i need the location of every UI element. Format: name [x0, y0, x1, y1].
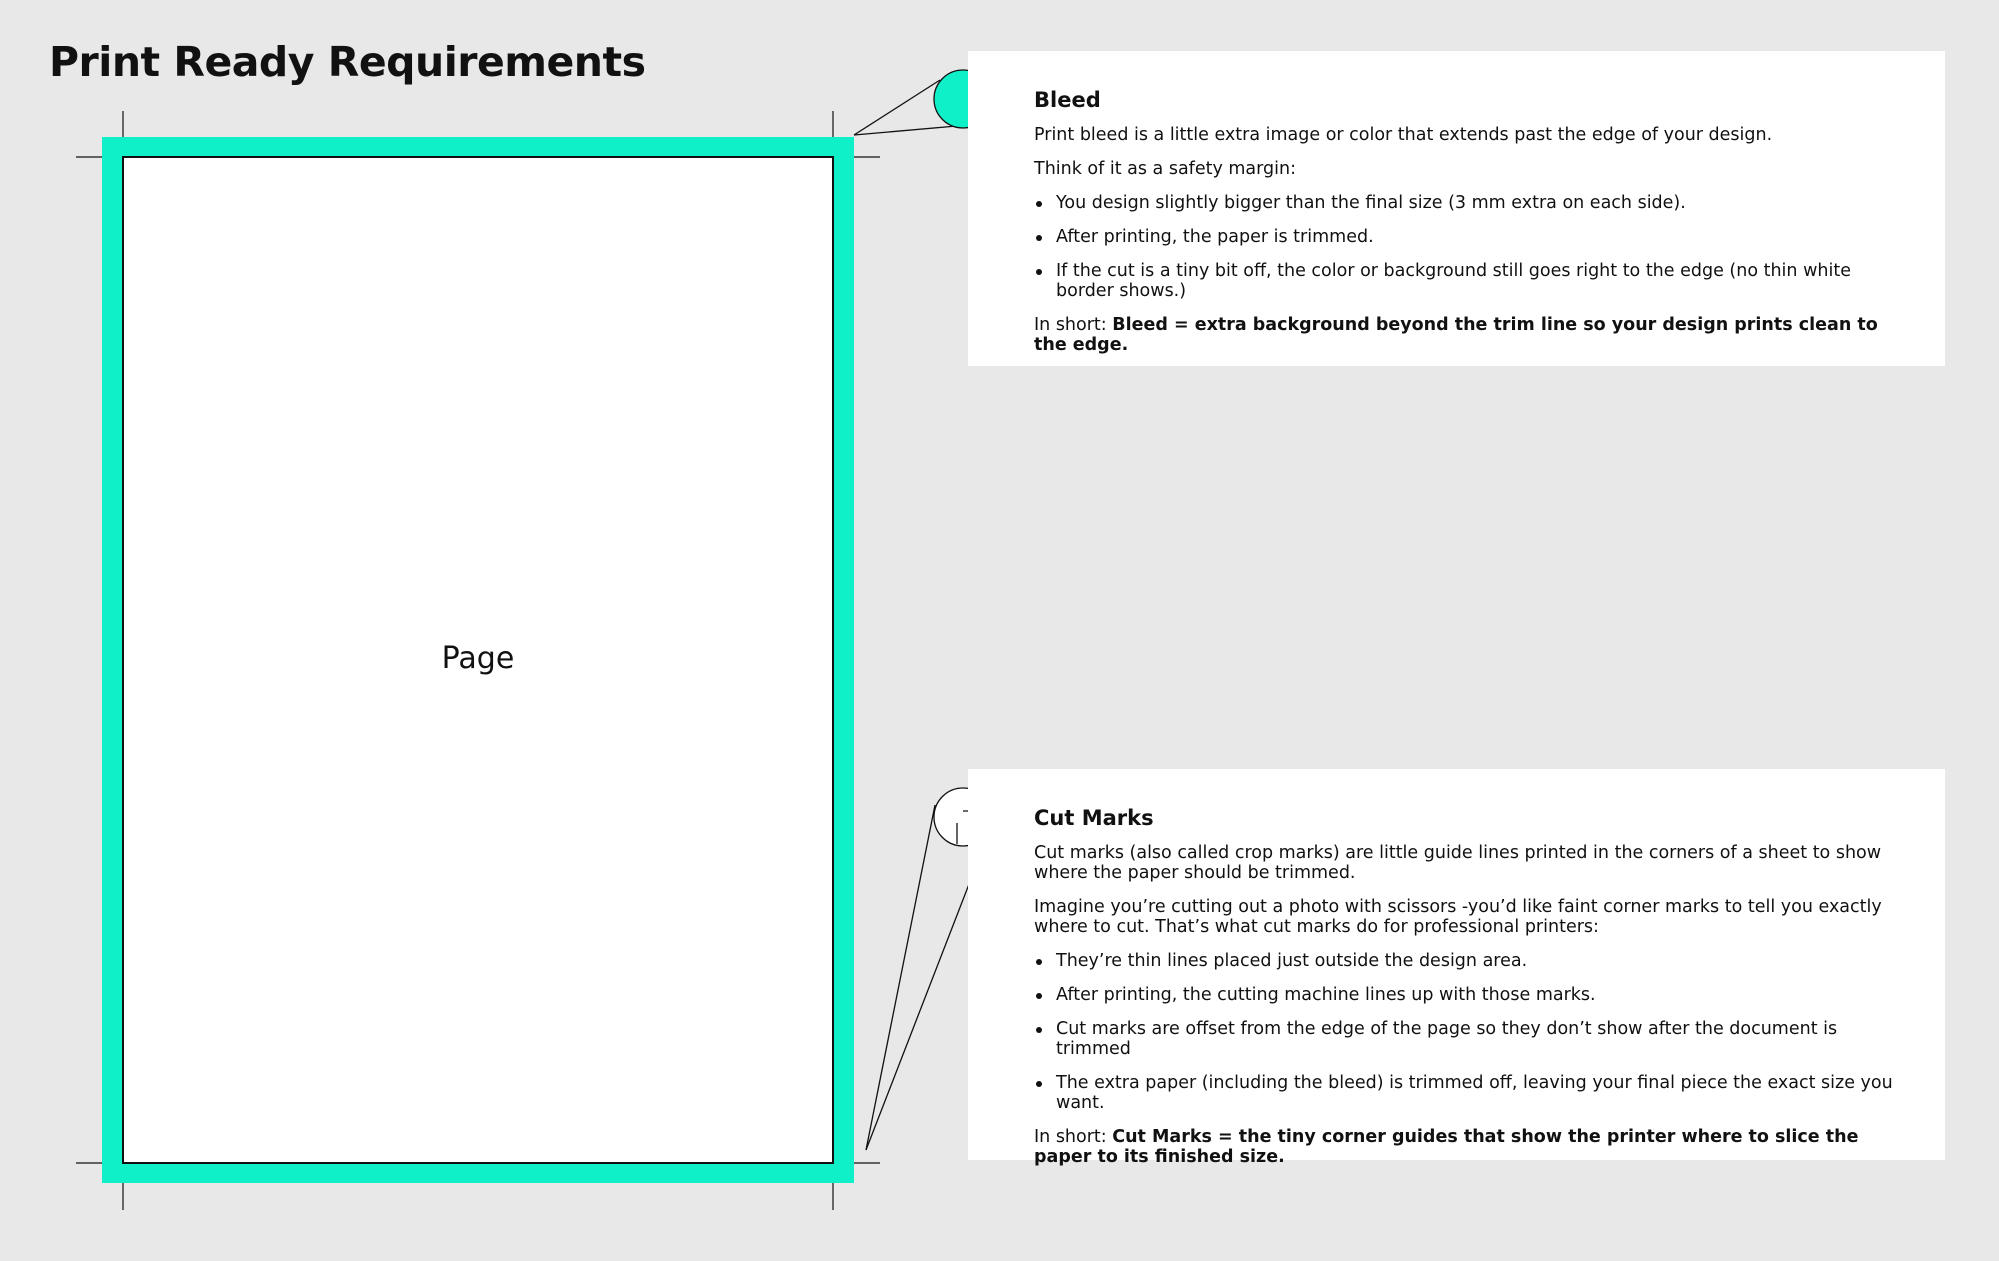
list-item: The extra paper (including the bleed) is trimmed off, leaving your final piece the exact size you want. — [1034, 1073, 1895, 1113]
cut-marks-summary-bold: Cut Marks = the tiny corner guides that show the printer where to slice the paper to its finished size. — [1034, 1127, 1859, 1167]
list-item: After printing, the paper is trimmed. — [1034, 227, 1895, 247]
bleed-lead: Think of it as a safety margin: — [1034, 159, 1297, 179]
bleed-summary — [1034, 315, 1895, 355]
list-item: Cut marks are offset from the edge of the page so they don’t show after the document is trimmed — [1034, 1019, 1895, 1059]
cut-marks-bullet-list — [1034, 951, 1895, 1113]
list-item: After printing, the cutting machine lines up with those marks. — [1034, 985, 1895, 1005]
bleed-summary-prefix: In short: — [1034, 315, 1113, 335]
cut-marks-info-card — [968, 769, 1945, 1167]
cut-marks-summary-prefix: In short: — [1034, 1127, 1113, 1147]
bleed-callout-line-lower — [854, 125, 968, 135]
cut-callout-line-left — [866, 805, 935, 1150]
bleed-intro: Print bleed is a little extra image or color that extends past the edge of your design. — [1034, 125, 1773, 145]
bleed-summary-bold: Bleed = extra background beyond the trim line so your design prints clean to the edge. — [1034, 315, 1878, 355]
cut-marks-summary — [1034, 1127, 1895, 1167]
list-item: You design slightly bigger than the final size (3 mm extra on each side). — [1034, 193, 1895, 213]
cut-marks-heading: Cut Marks — [1034, 806, 1154, 830]
list-item: They’re thin lines placed just outside the design area. — [1034, 951, 1895, 971]
page-label: Page — [441, 641, 515, 676]
bleed-heading: Bleed — [1034, 88, 1101, 112]
page-title: Print Ready Requirements — [49, 38, 646, 86]
cut-marks-lead: Imagine you’re cutting out a photo with scissors -you’d like faint corner marks to tell you exactly where to cut. That’s what cut marks do for professional printers: — [1034, 897, 1882, 937]
bleed-bullet-list — [1034, 193, 1895, 301]
bleed-callout-line-upper — [854, 80, 940, 135]
cut-marks-intro: Cut marks (also called crop marks) are little guide lines printed in the corners of a sheet to show where the paper should be trimmed. — [1034, 843, 1882, 883]
list-item: If the cut is a tiny bit off, the color or background still goes right to the edge (no thin white border shows.) — [1034, 261, 1895, 301]
bleed-info-card — [968, 51, 1945, 366]
